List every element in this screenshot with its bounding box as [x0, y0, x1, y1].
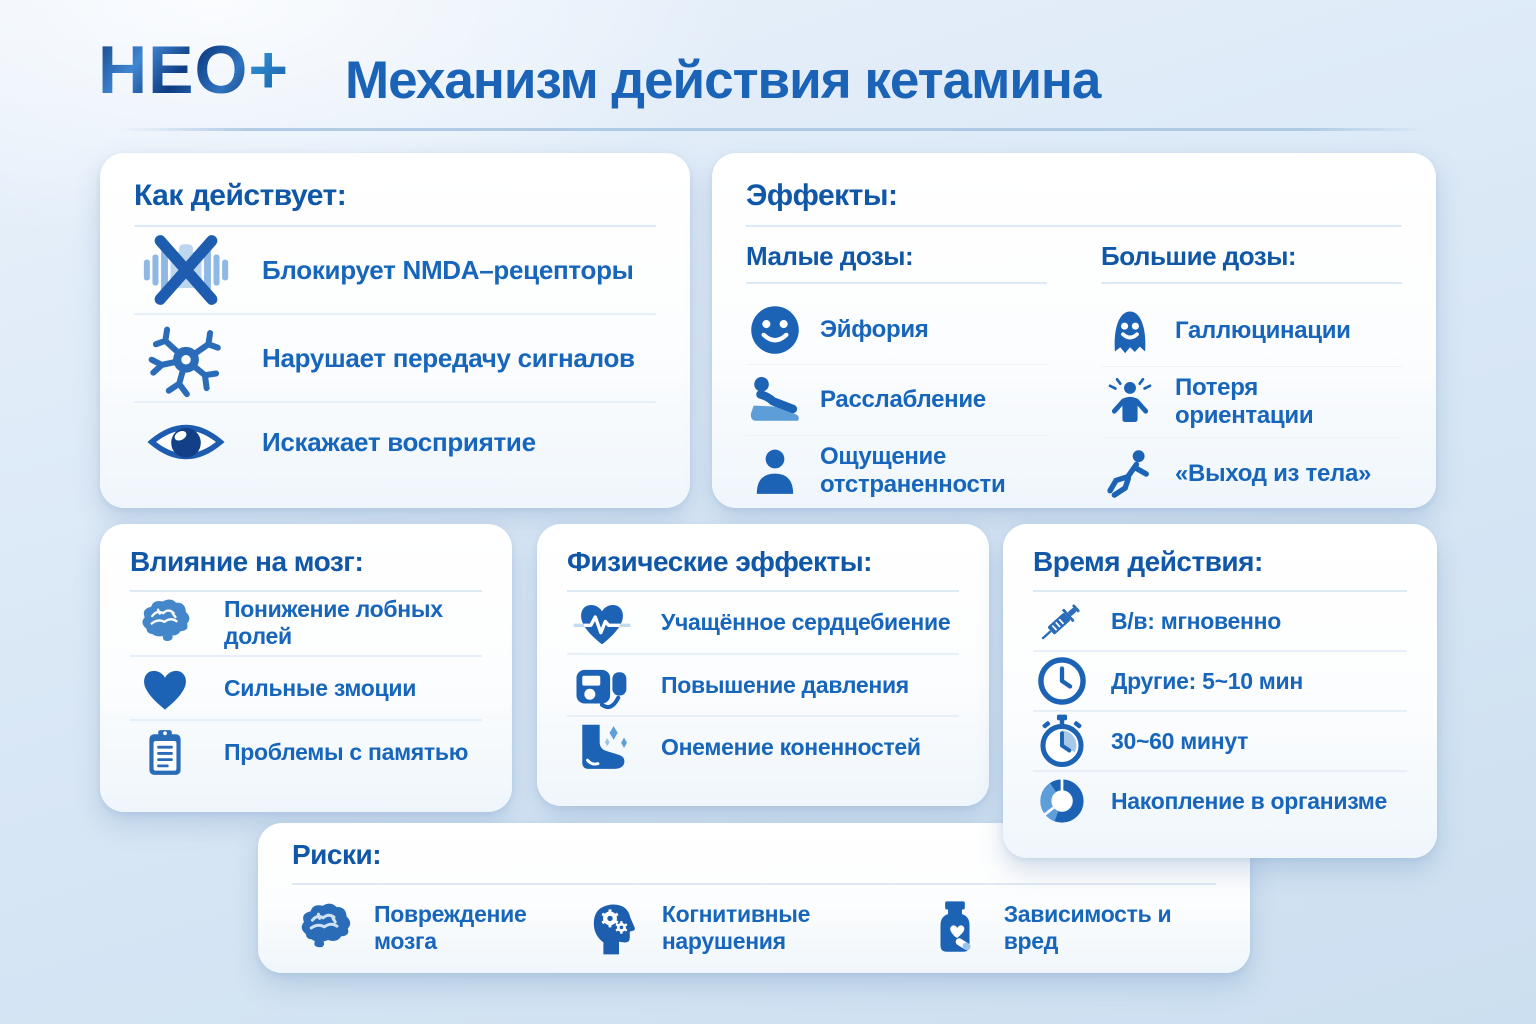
card-how-it-works [100, 153, 690, 508]
item-label: Повреждение мозга [374, 901, 527, 954]
column-title: Большие дозы: [1101, 241, 1402, 284]
heart-icon [130, 661, 200, 715]
clock-icon [1033, 654, 1091, 708]
pill-bottle-icon [922, 897, 988, 959]
disoriented-person-icon [1101, 374, 1159, 430]
column-title: Малые дозы: [746, 241, 1047, 284]
neo-plus-logo [98, 32, 290, 108]
list-item [1033, 650, 1407, 710]
page-title: Механизм действия кетамина [345, 51, 1101, 110]
item-label: Галлюцинации [1175, 317, 1351, 345]
damaged-brain-icon [292, 898, 358, 958]
syringe-icon [1033, 592, 1091, 650]
blocked-receptor-icon [134, 227, 238, 313]
person-icon [746, 443, 804, 499]
item-label: 30~60 минут [1111, 727, 1249, 754]
list-item [130, 592, 482, 655]
item-label: Другие: 5~10 мин [1111, 667, 1303, 694]
item-label: Зависимость и вред [1003, 901, 1172, 954]
card-title: Физические эффекты: [567, 546, 959, 592]
numb-foot-icon [567, 719, 637, 777]
cognitive-gears-icon [580, 897, 646, 959]
list-item [922, 897, 1216, 959]
item-label: Накопление в организме [1111, 787, 1387, 814]
list-item [1101, 366, 1402, 437]
list-item [1101, 296, 1402, 366]
reclining-person-icon [746, 372, 804, 428]
list-item [134, 401, 656, 481]
item-label: Повышение давления [661, 671, 909, 698]
ghost-icon [1101, 303, 1159, 359]
card-title: Риски: [292, 839, 1216, 885]
item-label: Искажает восприятие [262, 426, 536, 457]
list-item [567, 653, 959, 716]
list-item [130, 655, 482, 720]
list-item [134, 227, 656, 313]
neuron-icon [134, 315, 238, 401]
list-item [130, 719, 482, 784]
floating-person-icon [1101, 445, 1159, 503]
card-brain-impact [100, 524, 512, 812]
eye-icon [134, 403, 238, 481]
item-label: Когнитивные нарушения [661, 901, 811, 954]
list-item [134, 313, 656, 401]
heartbeat-icon [567, 594, 637, 650]
list-item [567, 592, 959, 653]
list-item [1033, 710, 1407, 770]
pie-chart-icon [1033, 774, 1091, 828]
logo-text: НЕО [98, 32, 249, 108]
large-doses-column [1101, 241, 1402, 510]
stopwatch-icon [1033, 712, 1091, 770]
blood-pressure-icon [567, 656, 637, 714]
list-item [746, 364, 1047, 435]
clipboard-icon [130, 724, 200, 782]
smiley-icon [746, 303, 804, 357]
item-label: Ощущение отстраненности [820, 443, 1006, 498]
item-label: В/в: мгновенно [1111, 607, 1281, 634]
header-divider [118, 128, 1430, 131]
item-label: Учащённое сердцебиение [661, 608, 951, 635]
item-label: Нарушает передачу сигналов [262, 342, 635, 373]
card-duration [1003, 524, 1437, 858]
item-label: Онемение коненностей [661, 734, 921, 761]
item-label: Потеря ориентации [1175, 374, 1314, 429]
list-item [746, 296, 1047, 364]
item-label: Расслабление [820, 386, 986, 414]
small-doses-column [746, 241, 1047, 510]
card-title: Время действия: [1033, 546, 1407, 592]
list-item [567, 715, 959, 778]
list-item [292, 898, 580, 958]
item-label: Проблемы с памятью [224, 739, 469, 766]
item-label: Сильные змоции [224, 674, 417, 701]
list-item [1033, 592, 1407, 650]
card-title: Как действует: [134, 179, 656, 227]
list-item [580, 897, 922, 959]
item-label: Понижение лобных долей [224, 596, 443, 650]
list-item [1033, 770, 1407, 830]
list-item [746, 435, 1047, 506]
card-title: Влияние на мозг: [130, 546, 482, 592]
card-title: Эффекты: [746, 179, 1402, 227]
card-effects [712, 153, 1436, 508]
card-physical-effects [537, 524, 989, 806]
item-label: «Выход из тела» [1175, 460, 1372, 488]
item-label: Эйфория [820, 316, 929, 344]
logo-plus-icon: + [248, 32, 290, 108]
brain-icon [130, 594, 200, 652]
item-label: Блокирует NMDA–рецепторы [262, 254, 634, 285]
list-item [1101, 437, 1402, 510]
